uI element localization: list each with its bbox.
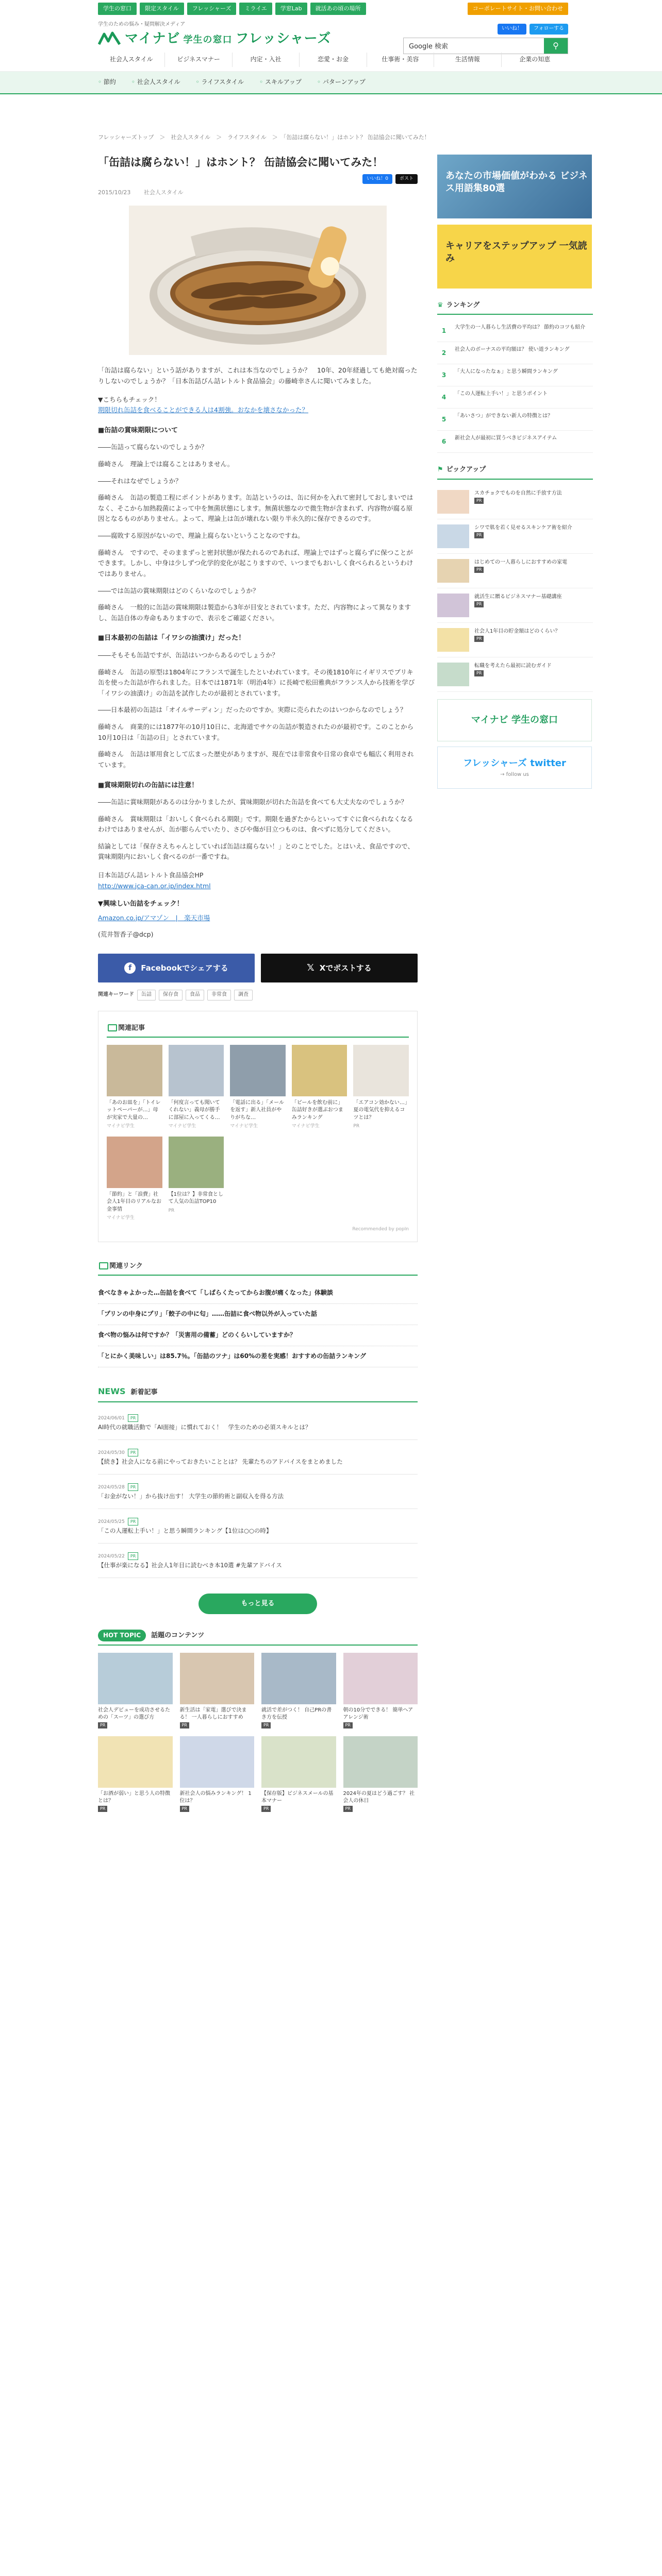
related-link[interactable]: 食べなきゃよかった…缶詰を食べて「しばらくたってからお腹が痛くなった」体験談 [98,1283,418,1304]
related-item[interactable]: 「何度言っても聞いてくれない」義母が勝手に部屋に入ってくる… マイナビ学生 [169,1045,224,1130]
hot-topic-item[interactable]: 就活で差がつく！ 自己PRの書き方を伝授 PR [261,1653,336,1729]
related-articles [98,1011,418,1242]
ranking-item[interactable]: 4 「この人運転上手い！」と思うポイント [437,386,593,409]
related-thumb [230,1045,286,1096]
ranking-item[interactable]: 6 新社会人が最初に買うべきビジネスアイテム [437,431,593,453]
pickup-item[interactable]: はじめての一人暮らしにおすすめの家電 PR [437,554,593,588]
logo-mark-icon [98,31,121,46]
hot-topic-thumb [98,1736,173,1788]
hot-topic-thumb [180,1653,255,1704]
hot-topic-grid [98,1653,418,1812]
related-item[interactable]: 「電話に出る」「メールを返す」新人社員がやりがちな… マイナビ学生 [230,1045,286,1130]
related-articles-title: 関連記事 [107,1020,409,1038]
twitter-follow-button[interactable]: フォローする [529,24,568,35]
pickup-item[interactable]: 就活生に贈るビジネスマナー基礎講座 PR [437,588,593,623]
search-icon: ⚲ [553,41,559,50]
ranking-item[interactable]: 3 「大人になったなぁ」と思う瞬間ランキング [437,364,593,386]
site-tagline: 学生のための悩み・疑問解決メディア [98,22,186,27]
article-paragraph: ――日本最初の缶詰は「オイルサーディン」だったのですか。実際に売られたのはいつからなのでしょう？ [98,706,407,714]
related-item[interactable]: 「ビールを飲む前に」缶詰好きが選ぶおつまみランキング マイナビ学生 [292,1045,347,1130]
x-post-button[interactable]: 𝕏 Xでポストする [261,954,418,982]
news-item[interactable]: 2024/05/22 PR 【仕事が楽になる】社会人1年目に読むべき本10選 #先輩アドバイス [98,1544,418,1578]
related-item[interactable]: 「節約」と「浪費」社会人1年目のリアルなお金事情 マイナビ学生 [107,1137,162,1222]
keyword-tag[interactable]: 缶詰 [137,990,156,1001]
hot-topic-badge: HOT TOPIC [98,1630,146,1642]
article-paragraph: 藤崎さん 賞味期限は「おいしく食べられる期限」です。期限を過ぎたからといってすぐに食べられなくなるわけではありませんが、缶が膨らんでいたり、さびや傷が目立つものは、食べずに処分してください。 [98,815,413,834]
gakumado-banner[interactable]: マイナビ 学生の窓口 [437,699,592,741]
check-label: ▼こちらもチェック！ [98,395,161,403]
sub-nav [0,72,662,94]
popin-credit[interactable]: Recommended by popIn [352,1227,409,1232]
hot-topic-thumb [261,1653,336,1704]
pickup-header: ⚑ ピックアップ [437,461,593,479]
top-link[interactable]: 限定スタイル [140,3,184,15]
ranking-item[interactable]: 2 社会人のボーナスの平均額は？ 使い道ランキング [437,342,593,364]
article-paragraph: 藤崎さん 缶詰は軍用食として広まった歴史がありますが、現在では非常食や日常の食卓でも幅広く利用されています。 [98,750,414,769]
related-item[interactable]: 【1位は？】非常食として人気の缶詰TOP10 PR [169,1137,224,1222]
article-title: 「缶詰は腐らない！」はホント？ 缶詰協会に聞いてみた！ [98,156,384,168]
article-share-row [98,174,418,184]
article-paragraph: ――腐敗する原因がないので、理論上腐らないということなのですね。 [98,532,304,540]
news-header [98,1385,418,1402]
subnav-item[interactable]: ◦ スキルアップ [259,77,302,88]
hot-topic-label: 話題のコンテンツ [151,1631,205,1639]
search-button[interactable] [544,38,568,54]
gnav-item[interactable]: 恋愛・お金 [300,53,367,67]
related-article-link[interactable]: 期限切れ缶詰を食べることができる人は4割強。おなかを壊さなかった？ [98,406,308,414]
facebook-like-button[interactable]: いいね！ [498,24,526,35]
article-paragraph: ――では缶詰の賞味期限はどのくらいなのでしょうか？ [98,586,259,595]
pickup-thumb [437,524,469,548]
gnav-item[interactable]: 社会人スタイル [98,53,165,67]
share-buttons [98,954,418,982]
main-column [98,155,418,1812]
top-link[interactable]: 学窓Lab [275,3,307,15]
hot-topic-thumb [343,1653,418,1704]
article-paragraph: 藤崎さん 缶詰の製造工程にポイントがあります。缶詰というのは、缶に何かを入れて密封しておしまいではなく、そこから加熱殺菌によって中を無菌状態にします。無菌状態なので微生物が含まれず、内容物が腐る原因となるものがありません。よって、理論上は缶が壊れない限り半永久的に保存できるのです。 [98,494,413,523]
related-links [98,1283,418,1367]
pin-icon: ⚑ [437,466,443,474]
site-logo[interactable] [98,28,331,50]
top-link[interactable]: フレッシャーズ [187,3,237,15]
subnav-item[interactable]: ◦ ライフスタイル [196,77,244,88]
subnav-item[interactable]: ◦ 社会人スタイル [131,77,180,88]
hot-topic-item[interactable]: 社会人デビューを成功させるための「スーツ」の選び方 PR [98,1653,173,1729]
hot-topic-thumb [261,1736,336,1788]
shop-links[interactable]: Amazon.co.jp/アマゾン | 楽天市場 [98,913,210,922]
x-icon: 𝕏 [307,962,315,974]
article-closing: 結論としては「保存さえちゃんとしていれば缶詰は腐らない！」とのことでした。とはいえ、食品ですので、賞味期限内においしく食べるのが一番ですね。 [98,842,415,861]
keyword-tag[interactable]: 調査 [234,990,253,1001]
related-thumb [169,1137,224,1188]
related-thumb [107,1045,162,1096]
article-paragraph: ――缶詰って腐らないのでしょうか？ [98,443,208,451]
keyword-tag[interactable]: 食品 [186,990,204,1001]
facebook-icon: f [124,962,136,974]
logo-main: マイナビ [125,31,180,46]
top-link[interactable]: 就活あの頃の場所 [310,3,366,15]
subnav-item[interactable]: ◦ 節約 [98,77,116,88]
article-intro: 「缶詰は腐らない」という話がありますが、これは本当なのでしょうか？ 10年、20年経過しても絶対腐ったりしないのでしょうか？「日本缶詰びん詰レトルト食品協会」の藤崎幸さんに聞いてみました。 [98,366,418,385]
hot-topic-item[interactable]: 新生活は「家電」選びで決まる！ 一人暮らしにおすすめ PR [180,1653,255,1729]
gnav-item[interactable]: 内定・入社 [233,53,300,67]
pickup-item[interactable]: シワで肌を若く見せるスキンケア術を紹介 PR [437,519,593,554]
site-header [0,18,662,72]
ranking-item[interactable]: 5 「あいさつ」ができない新人の特徴とは？ [437,409,593,431]
section-heading: ■ 日本最初の缶詰は「イワシの油漬け」だった！ [98,633,418,643]
x-post-button[interactable]: ポスト [395,174,418,184]
ranking-item[interactable]: 1 大学生の一人暮らし生活費の平均は？ 節約のコツも紹介 [437,320,593,342]
keyword-tag[interactable]: 保存食 [159,990,183,1001]
related-link[interactable]: 「プリンの中身にプリ」「餃子の中に匂」……缶詰に食べ物以外が入っていた話 [98,1304,418,1325]
pickup-thumb [437,559,469,583]
article-paragraph: ――それはなぜでしょうか？ [98,477,182,485]
related-thumb [169,1045,224,1096]
hot-topic-thumb [98,1653,173,1704]
logo-sub: 学生の窓口 [183,35,233,45]
source-link[interactable]: http://www.jca-can.or.jp/index.html [98,882,211,890]
sidebar-ad[interactable]: キャリアをステップアップ 一気読み [437,225,592,289]
related-link[interactable]: 食べ物の悩みは何ですか？「災害用の備蓄」どのくらいしていますか？ [98,1325,418,1346]
crown-icon: ♛ [437,301,443,309]
news-item[interactable]: 2024/05/30 PR 【続き】社会人になる前にやっておきたいこととは？ 先輩たちのアドバイスをまとめました [98,1440,418,1475]
article-paragraph: ――缶詰に賞味期限があるのは分かりましたが、賞味期限が切れた缶詰を食べても大丈夫なのでしょうか？ [98,798,408,806]
pickup-thumb [437,594,469,617]
sidebar-ad[interactable]: あなたの市場価値がわかる ビジネス用語集80選 [437,155,592,218]
news-label-ja: 新着記事 [130,1388,158,1396]
hot-topic-thumb [343,1736,418,1788]
hot-topic-header [98,1630,418,1646]
canned-sardine-image [129,206,387,355]
header-tools [403,24,568,54]
article-paragraph: ――そもそも缶詰ですが、缶詰はいつからあるのでしょうか？ [98,651,279,659]
article-paragraph: 藤崎さん 缶詰の原型は1804年にフランスで誕生したといわれています。その後1810年にイギリスでブリキ缶を使った缶詰が作られました。日本では1871年（明治4年）に長崎で松田雅典がフランス人から技術を学び「イワシの油漬け」の缶詰を試作したのが最初とされています。 [98,668,415,697]
hot-topic-item[interactable]: 新社会人の悩みランキング！ 1位は？ PR [180,1736,255,1812]
facebook-share-button[interactable]: f Facebookでシェアする [98,954,255,982]
gnav-item[interactable]: 生活情報 [434,53,501,67]
hot-topic-item[interactable]: 【保存版】ビジネスメールの基本マナー PR [261,1736,336,1812]
hot-topic-item[interactable]: 2024年の夏はどう過ごす？ 社会人の休日 PR [343,1736,418,1812]
freshers-twitter-banner[interactable]: フレッシャーズ twitter → follow us [437,747,592,789]
top-link-strip [0,0,662,18]
top-link[interactable]: ミライエ [239,3,272,15]
article-meta: 2015/10/23 社会人スタイル [98,189,184,196]
logo-brand: フレッシャーズ [235,31,332,46]
pickup-item[interactable]: スカチョクでものを自然に手放す方法 PR [437,485,593,519]
site-search [403,38,568,54]
author-credit: (荒井智香子@dcp) [98,930,154,939]
keyword-label: 関連キーワード [98,992,134,998]
hot-topic-item[interactable]: 朝の10分でできる！ 簡単ヘアアレンジ術 PR [343,1653,418,1729]
breadcrumb[interactable]: フレッシャーズトップ ＞ 社会人スタイル ＞ ライフスタイル ＞ 「缶詰は腐らない！」はホント？ 缶詰協会に聞いてみた！ [98,134,430,141]
source-label: 日本缶詰びん詰レトルト食品協会HP [98,871,204,879]
corporate-link[interactable]: コーポレートサイト・お問い合わせ [468,3,568,15]
hot-topic-item[interactable]: 「お酒が弱い」と思う人の特徴とは？ PR [98,1736,173,1812]
hot-topic-thumb [180,1736,255,1788]
pickup-thumb [437,628,469,652]
keyword-tag[interactable]: 非常食 [207,990,231,1001]
related-link[interactable]: 「とにかく美味しい」は85.7％。「缶詰のツナ」は60%の差を実感！おすすめの缶詰ランキング [98,1346,418,1367]
pickup-item[interactable]: 転職を考えたら最初に読むガイド PR [437,657,593,692]
section-heading: ■ 賞味期限切れの缶詰には注意！ [98,780,418,791]
pickup-thumb [437,490,469,514]
ranking-list [437,320,593,453]
article-paragraph: 藤崎さん 一般的に缶詰の賞味期限は製造から3年が目安とされています。ただ、内容物によって異なりますし、缶詰自体の寿命もありますので、表示をご確認ください。 [98,603,411,622]
related-item[interactable]: 「あのお皿を」「トイレットペーパーが…」母が実家で大量の… マイナビ学生 [107,1045,162,1130]
news-item[interactable]: 2024/05/25 PR 「この人運転上手い！」と思う瞬間ランキング【1位は○○の時】 [98,1509,418,1544]
related-links-title: 関連リンク [98,1258,418,1276]
sidebar [437,155,593,789]
gnav-item[interactable]: ビジネスマナー [165,53,232,67]
section-heading: ■ 缶詰の賞味期限について [98,425,418,436]
buy-label: ▼興味しい缶詰をチェック！ [98,900,184,908]
related-thumb [107,1137,162,1188]
ranking-header: ♛ ランキング [437,297,593,315]
pickup-list [437,485,593,692]
pickup-item[interactable]: 社会人1年目の貯金額はどのくらい？ PR [437,623,593,657]
related-item[interactable]: 「エアコン効かない…」夏の電気代を抑えるコツとは？ PR [353,1045,409,1130]
related-thumb [353,1045,409,1096]
global-nav [98,53,568,67]
facebook-like-button[interactable]: いいね！0 [362,174,392,184]
gnav-item[interactable]: 仕事術・美容 [367,53,434,67]
news-item[interactable]: 2024/06/01 PR AI時代の就職活動で「AI面接」に慣れておく！ 学生のための必須スキルとは？ [98,1405,418,1440]
article-paragraph: 藤崎さん ですので、そのままずっと密封状態が保たれるのであれば、理論上ではずっと腐らずに保つことができます。しかし、中身は少しずつ化学的変化が起こりますので、いつまでもおいしく食べられるというわけではありません。 [98,548,413,578]
article-paragraph: 藤崎さん 理論上では腐ることはありません。 [98,460,234,468]
keyword-tags [98,990,418,1001]
news-label-en: NEWS [98,1386,126,1396]
more-news-button[interactable]: もっと見る [198,1594,317,1614]
top-link[interactable]: 学生の窓口 [98,3,137,15]
subnav-item[interactable]: ◦ パターンアップ [317,77,366,88]
search-input[interactable] [404,38,544,54]
related-thumb [292,1045,347,1096]
news-list [98,1405,418,1578]
pickup-thumb [437,663,469,686]
news-item[interactable]: 2024/05/28 PR 「お金がない！」から抜け出す！ 大学生の節約術と副収入を得る方法 [98,1475,418,1509]
gnav-item[interactable]: 企業の知恵 [519,56,551,63]
article-paragraph: 藤崎さん 商業的には1877年の10月10日に、北海道でサケの缶詰が製造されたのが最初です。このことから10月10日は「缶詰の日」とされています。 [98,723,414,741]
